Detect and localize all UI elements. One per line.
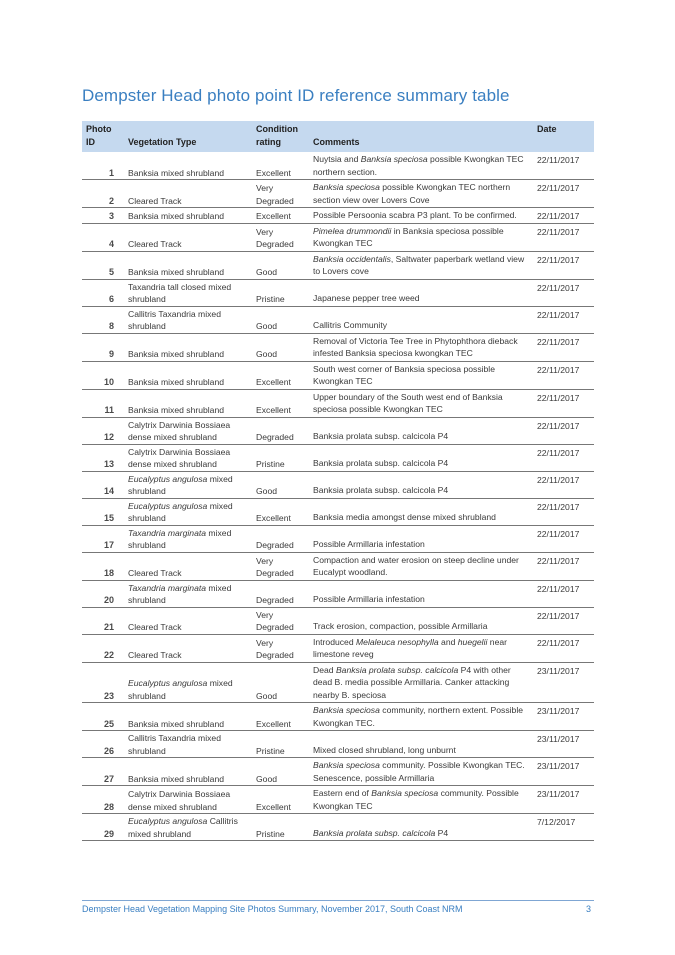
text-run: Callitris Community <box>313 320 388 330</box>
vegetation-type-cell: Cleared Track <box>124 552 252 580</box>
comments-cell <box>309 814 533 841</box>
photo-id-cell: 29 <box>82 814 124 841</box>
text-run: Banksia prolata subsp. calcicola P4 <box>313 431 449 441</box>
text-run: Nuytsia and <box>313 154 361 164</box>
table-row <box>82 552 594 580</box>
comments-cell <box>309 444 533 471</box>
photo-id-cell: 12 <box>82 417 124 444</box>
condition-rating-cell: Excellent <box>252 498 309 525</box>
comments-cell <box>309 279 533 306</box>
comments-cell <box>309 634 533 662</box>
condition-rating-cell: Good <box>252 471 309 498</box>
condition-rating-cell: Very Degraded <box>252 607 309 634</box>
table-row <box>82 152 594 180</box>
vegetation-type-cell: Calytrix Darwinia Bossiaea dense mixed shrubland <box>124 786 252 814</box>
text-run: possible Kwongkan TEC northern section view over Lovers Cove <box>313 182 511 205</box>
italic-species-name: Taxandria marginata <box>128 582 207 593</box>
table-row <box>82 306 594 333</box>
text-run: Compaction and water erosion on steep decline under Eucalypt woodland. <box>313 554 519 577</box>
vegetation-type-cell: Calytrix Darwinia Bossiaea dense mixed shrubland <box>124 444 252 471</box>
date-cell: 22/11/2017 <box>533 251 594 279</box>
date-cell: 22/11/2017 <box>533 471 594 498</box>
table-row <box>82 444 594 471</box>
photo-id-cell: 20 <box>82 580 124 607</box>
photo-id-cell: 27 <box>82 758 124 786</box>
italic-species-name: Banksia speciosa <box>313 182 380 192</box>
vegetation-type-cell: Banksia mixed shrubland <box>124 152 252 180</box>
text-run: mixed shrubland <box>128 473 233 496</box>
table-row <box>82 525 594 552</box>
vegetation-type-cell: Callitris Taxandria mixed shrubland <box>124 306 252 333</box>
date-cell: 7/12/2017 <box>533 814 594 841</box>
vegetation-type-cell: Banksia mixed shrubland <box>124 389 252 417</box>
text-run: P4 <box>435 827 449 838</box>
photo-id-cell: 10 <box>82 361 124 389</box>
comments-cell <box>309 525 533 552</box>
text-run: possible Kwongkan TEC northern section. <box>313 154 524 177</box>
text-run: community. Possible Kwongkan TEC. Senescence, possible Armillaria <box>313 760 525 783</box>
vegetation-type-cell: Banksia mixed shrubland <box>124 703 252 731</box>
table-row <box>82 786 594 814</box>
date-cell: 23/11/2017 <box>533 703 594 731</box>
text-run: community, northern extent. Possible Kwongkan TEC. <box>313 705 524 728</box>
italic-species-name: Banksia speciosa <box>313 705 380 715</box>
footer-divider <box>82 900 594 901</box>
condition-rating-cell: Very Degraded <box>252 223 309 251</box>
date-cell: 22/11/2017 <box>533 607 594 634</box>
italic-species-name: Banksia speciosa <box>360 154 428 164</box>
vegetation-type-cell: Banksia mixed shrubland <box>124 361 252 389</box>
vegetation-type-cell: Banksia mixed shrubland <box>124 251 252 279</box>
text-run: mixed shrubland <box>128 582 232 605</box>
italic-species-name: Banksia speciosa <box>371 788 439 798</box>
date-cell: 23/11/2017 <box>533 731 594 758</box>
condition-rating-cell: Excellent <box>252 152 309 180</box>
vegetation-type-cell: Cleared Track <box>124 634 252 662</box>
italic-species-name: Eucalyptus angulosa <box>128 473 208 484</box>
condition-rating-cell: Good <box>252 662 309 703</box>
date-cell: 22/11/2017 <box>533 306 594 333</box>
vegetation-type-cell: Banksia mixed shrubland <box>124 333 252 361</box>
photo-id-cell: 21 <box>82 607 124 634</box>
condition-rating-cell: Degraded <box>252 417 309 444</box>
condition-rating-cell: Very Degraded <box>252 552 309 580</box>
table-body <box>82 152 594 841</box>
condition-rating-cell: Degraded <box>252 580 309 607</box>
photo-id-cell: 22 <box>82 634 124 662</box>
text-run: mixed shrubland <box>128 678 233 701</box>
text-run: Callitris mixed shrubland <box>128 816 238 839</box>
date-cell: 22/11/2017 <box>533 152 594 180</box>
text-run: P4 with other dead B. media possible Armillaria. Canker attacking nearby B. speciosa <box>313 664 511 700</box>
vegetation-type-cell <box>124 580 252 607</box>
comments-cell <box>309 223 533 251</box>
vegetation-type-cell <box>124 525 252 552</box>
text-run: Banksia prolata subsp. calcicola P4 <box>313 458 449 468</box>
text-run: Japanese pepper tree weed <box>313 293 420 303</box>
condition-rating-cell: Excellent <box>252 703 309 731</box>
table-row <box>82 758 594 786</box>
text-run: Banksia prolata subsp. calcicola P4 <box>313 485 449 495</box>
text-run: Possible Armillaria infestation <box>313 594 425 604</box>
vegetation-type-cell: Cleared Track <box>124 180 252 208</box>
photo-reference-table <box>82 121 594 841</box>
vegetation-type-cell: Taxandria tall closed mixed shrubland <box>124 279 252 306</box>
italic-species-name: Taxandria marginata <box>128 527 207 538</box>
table-header-row <box>82 121 594 152</box>
photo-id-cell: 3 <box>82 208 124 224</box>
photo-id-cell: 2 <box>82 180 124 208</box>
table-row <box>82 662 594 703</box>
date-cell: 22/11/2017 <box>533 180 594 208</box>
comments-cell <box>309 498 533 525</box>
text-run: South west corner of Banksia speciosa possible Kwongkan TEC <box>313 363 496 386</box>
italic-species-name: Banksia prolata subsp. calcicola <box>313 827 436 838</box>
text-run: Removal of Victoria Tee Tree in Phytophthora dieback infested Banksia speciosa kwongkan TEC <box>313 335 518 358</box>
comments-cell <box>309 333 533 361</box>
condition-rating-cell: Very Degraded <box>252 180 309 208</box>
condition-rating-cell: Good <box>252 333 309 361</box>
comments-cell <box>309 731 533 758</box>
comments-cell <box>309 471 533 498</box>
italic-species-name: Eucalyptus angulosa <box>128 500 208 511</box>
footer-text: Dempster Head Vegetation Mapping Site Photos Summary, November 2017, South Coast NRM <box>82 904 463 914</box>
date-cell: 22/11/2017 <box>533 208 594 224</box>
vegetation-type-cell: Cleared Track <box>124 223 252 251</box>
comments-cell <box>309 703 533 731</box>
condition-rating-cell: Pristine <box>252 814 309 841</box>
date-cell: 22/11/2017 <box>533 580 594 607</box>
comments-cell <box>309 180 533 208</box>
table-row <box>82 814 594 841</box>
photo-id-cell: 18 <box>82 552 124 580</box>
italic-species-name: Pimelea drummondii <box>313 225 392 236</box>
date-cell: 22/11/2017 <box>533 389 594 417</box>
condition-rating-cell: Good <box>252 306 309 333</box>
photo-id-cell: 15 <box>82 498 124 525</box>
italic-species-name: huegelii <box>457 636 488 647</box>
vegetation-type-cell: Cleared Track <box>124 607 252 634</box>
italic-species-name: Eucalyptus angulosa <box>128 816 208 826</box>
photo-id-cell: 6 <box>82 279 124 306</box>
header-condition-rating: Condition rating <box>252 121 309 152</box>
text-run: mixed shrubland <box>128 527 232 550</box>
comments-cell <box>309 552 533 580</box>
text-run: , Saltwater paperbark wetland view to Lovers cove <box>313 253 525 276</box>
condition-rating-cell: Very Degraded <box>252 634 309 662</box>
condition-rating-cell: Good <box>252 251 309 279</box>
table-row <box>82 498 594 525</box>
text-run: Upper boundary of the South west end of Banksia speciosa possible Kwongkan TEC <box>313 391 503 414</box>
text-run: Track erosion, compaction, possible Armillaria <box>313 621 488 631</box>
table-row <box>82 634 594 662</box>
vegetation-type-cell: Callitris Taxandria mixed shrubland <box>124 731 252 758</box>
comments-cell <box>309 389 533 417</box>
comments-cell <box>309 758 533 786</box>
condition-rating-cell: Degraded <box>252 525 309 552</box>
date-cell: 22/11/2017 <box>533 498 594 525</box>
italic-species-name: Eucalyptus angulosa <box>128 678 208 688</box>
header-vegetation-type: Vegetation Type <box>124 121 252 152</box>
vegetation-type-cell <box>124 471 252 498</box>
comments-cell <box>309 607 533 634</box>
text-run: Possible Armillaria infestation <box>313 539 425 549</box>
photo-id-cell: 17 <box>82 525 124 552</box>
table-row <box>82 279 594 306</box>
date-cell: 22/11/2017 <box>533 223 594 251</box>
photo-id-cell: 1 <box>82 152 124 180</box>
comments-cell <box>309 152 533 180</box>
date-cell: 22/11/2017 <box>533 444 594 471</box>
text-run: mixed shrubland <box>128 500 233 523</box>
photo-id-cell: 26 <box>82 731 124 758</box>
photo-id-cell: 14 <box>82 471 124 498</box>
comments-cell <box>309 580 533 607</box>
table-row <box>82 361 594 389</box>
page-title: Dempster Head photo point ID reference summary table <box>82 86 510 105</box>
italic-species-name: Melaleuca nesophylla <box>356 636 439 647</box>
photo-id-cell: 9 <box>82 333 124 361</box>
condition-rating-cell: Pristine <box>252 731 309 758</box>
condition-rating-cell: Pristine <box>252 279 309 306</box>
text-run: Introduced <box>313 636 356 647</box>
text-run: in Banksia speciosa possible Kwongkan TEC <box>313 225 504 248</box>
italic-species-name: Banksia prolata subsp. calcicola <box>335 664 459 675</box>
text-run: Banksia media amongst dense mixed shrubland <box>313 512 496 522</box>
text-run: near limestone reveg <box>313 636 507 659</box>
text-run: Mixed closed shrubland, long unburnt <box>313 744 456 755</box>
photo-id-cell: 11 <box>82 389 124 417</box>
photo-id-cell: 25 <box>82 703 124 731</box>
date-cell: 23/11/2017 <box>533 662 594 703</box>
table-row <box>82 223 594 251</box>
photo-id-cell: 13 <box>82 444 124 471</box>
italic-species-name: Banksia speciosa <box>313 760 380 770</box>
condition-rating-cell: Excellent <box>252 208 309 224</box>
date-cell: 23/11/2017 <box>533 786 594 814</box>
comments-cell <box>309 306 533 333</box>
date-cell: 22/11/2017 <box>533 361 594 389</box>
vegetation-type-cell: Calytrix Darwinia Bossiaea dense mixed shrubland <box>124 417 252 444</box>
italic-species-name: Banksia occidentalis <box>313 253 391 264</box>
page-number: 3 <box>586 904 592 914</box>
date-cell: 22/11/2017 <box>533 279 594 306</box>
text-run: Eastern end of <box>313 788 372 798</box>
photo-id-cell: 8 <box>82 306 124 333</box>
comments-cell <box>309 786 533 814</box>
date-cell: 22/11/2017 <box>533 552 594 580</box>
header-photo-id: Photo ID <box>82 121 124 152</box>
table-row <box>82 333 594 361</box>
comments-cell <box>309 417 533 444</box>
condition-rating-cell: Good <box>252 758 309 786</box>
condition-rating-cell: Pristine <box>252 444 309 471</box>
header-date: Date <box>533 121 594 152</box>
photo-id-cell: 5 <box>82 251 124 279</box>
text-run: community. Possible Kwongkan TEC <box>313 788 519 811</box>
vegetation-type-cell <box>124 498 252 525</box>
table-row <box>82 417 594 444</box>
table-row <box>82 389 594 417</box>
comments-cell <box>309 251 533 279</box>
photo-id-cell: 23 <box>82 662 124 703</box>
table-row <box>82 580 594 607</box>
photo-id-cell: 28 <box>82 786 124 814</box>
date-cell: 22/11/2017 <box>533 525 594 552</box>
header-comments: Comments <box>309 121 533 152</box>
condition-rating-cell: Excellent <box>252 389 309 417</box>
photo-id-cell: 4 <box>82 223 124 251</box>
vegetation-type-cell <box>124 662 252 703</box>
comments-cell <box>309 361 533 389</box>
table-row <box>82 731 594 758</box>
date-cell: 22/11/2017 <box>533 417 594 444</box>
date-cell: 22/11/2017 <box>533 333 594 361</box>
table-row <box>82 208 594 224</box>
table-row <box>82 180 594 208</box>
vegetation-type-cell: Banksia mixed shrubland <box>124 208 252 224</box>
text-run: Possible Persoonia scabra P3 plant. To be confirmed. <box>313 210 517 220</box>
text-run: and <box>438 636 458 647</box>
table-row <box>82 607 594 634</box>
date-cell: 23/11/2017 <box>533 758 594 786</box>
vegetation-type-cell <box>124 814 252 841</box>
table-row <box>82 471 594 498</box>
comments-cell <box>309 662 533 703</box>
text-run: Dead <box>313 664 336 675</box>
table-row <box>82 251 594 279</box>
vegetation-type-cell: Banksia mixed shrubland <box>124 758 252 786</box>
comments-cell <box>309 208 533 224</box>
condition-rating-cell: Excellent <box>252 361 309 389</box>
condition-rating-cell: Excellent <box>252 786 309 814</box>
date-cell: 22/11/2017 <box>533 634 594 662</box>
table-row <box>82 703 594 731</box>
